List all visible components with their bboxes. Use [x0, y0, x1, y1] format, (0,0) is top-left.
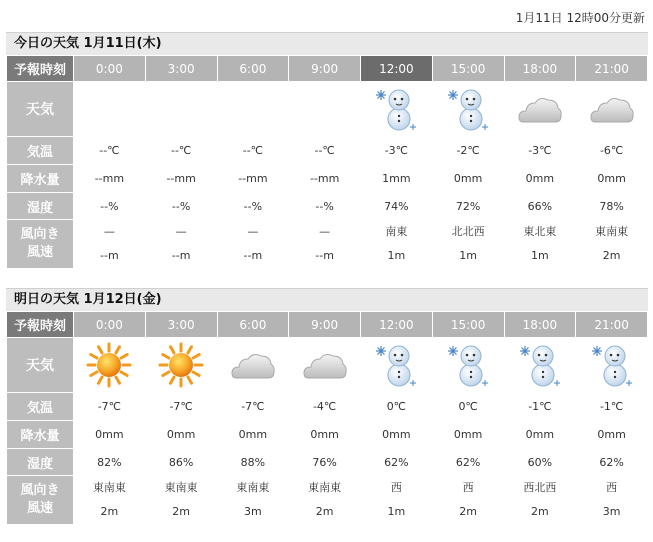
forecast-time: 9:00	[289, 56, 360, 81]
wind-speed: --m	[100, 249, 119, 262]
temperature-value: -7℃	[146, 393, 217, 420]
weather-cell	[505, 82, 576, 136]
forecast-precipitation-row	[7, 421, 647, 448]
temperature-value: --℃	[289, 137, 360, 164]
humidity-value: 62%	[433, 449, 504, 475]
humidity-value: 66%	[505, 193, 576, 219]
forecast-time: 6:00	[218, 56, 289, 81]
forecast-time: 6:00	[218, 312, 289, 337]
wind-cell	[576, 220, 647, 268]
forecast-day-title: 明日の天気 1月12日(金)	[6, 288, 648, 311]
precipitation-value: 0mm	[146, 421, 217, 448]
weather-cell	[218, 82, 289, 136]
humidity-value: 76%	[289, 449, 360, 475]
last-updated: 1月11日 12時00分更新	[515, 11, 645, 25]
humidity-value: 60%	[505, 449, 576, 475]
weather-cell	[361, 82, 432, 136]
wind-cell	[361, 476, 432, 524]
forecast-time: 9:00	[289, 312, 360, 337]
forecast-time: 18:00	[505, 312, 576, 337]
wind-speed: --m	[243, 249, 263, 262]
weather-cell	[433, 338, 504, 392]
wind-cell	[576, 476, 647, 524]
precipitation-value: 0mm	[505, 165, 576, 192]
wind-direction: —	[247, 225, 259, 238]
humidity-value: 72%	[433, 193, 504, 219]
wind-speed: 2m	[602, 249, 621, 262]
wind-direction: 東南東	[308, 481, 342, 494]
snow-snowman-icon	[517, 342, 563, 388]
wind-direction: 北北西	[451, 225, 485, 238]
forecast-table	[6, 55, 648, 269]
wind-speed: 2m	[531, 505, 549, 518]
forecast-weather-row	[7, 338, 647, 392]
weather-cell	[361, 338, 432, 392]
forecast-time: 21:00	[576, 312, 647, 337]
wind-direction: 南東	[385, 225, 408, 238]
precipitation-value: 0mm	[433, 421, 504, 448]
snow-snowman-icon	[373, 342, 419, 388]
humidity-value: 86%	[146, 449, 217, 475]
temperature-value: -1℃	[576, 393, 647, 420]
weather-cell	[505, 338, 576, 392]
temperature-value: -7℃	[218, 393, 289, 420]
forecast-time: 18:00	[505, 56, 576, 81]
weather-cell	[576, 338, 647, 392]
wind-speed: 1m	[387, 249, 406, 262]
temperature-value: -3℃	[505, 137, 576, 164]
sunny-icon	[86, 342, 132, 388]
wind-cell	[146, 476, 217, 524]
weather-cell	[576, 82, 647, 136]
wind-speed: 1m	[387, 505, 406, 518]
row-label-time: 予報時刻	[7, 312, 73, 337]
weather-cell	[74, 82, 145, 136]
wind-cell	[505, 476, 576, 524]
humidity-value: 78%	[576, 193, 647, 219]
wind-direction: —	[103, 225, 115, 238]
wind-direction: 西	[390, 481, 402, 494]
row-label-wind-speed: 風速	[26, 245, 53, 260]
forecast-time: 0:00	[74, 56, 145, 81]
wind-cell	[74, 220, 145, 268]
forecast-day-title: 今日の天気 1月11日(木)	[6, 32, 648, 55]
temperature-value: --℃	[218, 137, 289, 164]
temperature-value: -4℃	[289, 393, 360, 420]
cloudy-icon	[517, 86, 563, 132]
row-label-precipitation: 降水量	[7, 421, 73, 448]
wind-speed: 1m	[459, 249, 477, 262]
row-label-temperature: 気温	[7, 137, 73, 164]
cloudy-icon	[230, 342, 276, 388]
snow-snowman-icon	[445, 342, 491, 388]
temperature-value: -6℃	[576, 137, 647, 164]
humidity-value: 74%	[361, 193, 432, 219]
humidity-value: --%	[74, 193, 145, 219]
temperature-value: --℃	[146, 137, 217, 164]
wind-cell	[218, 220, 289, 268]
row-label-temperature: 気温	[7, 393, 73, 420]
row-label-wind-speed: 風速	[26, 501, 53, 516]
wind-speed: 3m	[244, 505, 262, 518]
cloudy-icon	[589, 86, 635, 132]
forecast-precipitation-row	[7, 165, 647, 192]
wind-direction: 東南東	[92, 481, 126, 494]
snow-snowman-icon	[445, 86, 491, 132]
temperature-value: -2℃	[433, 137, 504, 164]
wind-cell	[74, 476, 145, 524]
wind-direction: 西	[606, 481, 618, 494]
row-label-wind	[7, 476, 73, 524]
forecast-temperature-row	[7, 393, 647, 420]
precipitation-value: 1mm	[361, 165, 432, 192]
wind-cell	[361, 220, 432, 268]
row-label-humidity: 湿度	[7, 449, 73, 475]
precipitation-value: --mm	[146, 165, 217, 192]
precipitation-value: 0mm	[361, 421, 432, 448]
wind-cell	[433, 220, 504, 268]
snow-snowman-icon	[373, 86, 419, 132]
today-forecast	[6, 32, 648, 269]
forecast-time: 3:00	[146, 56, 217, 81]
weather-cell	[146, 82, 217, 136]
humidity-value: 62%	[361, 449, 432, 475]
wind-speed: --m	[171, 249, 191, 262]
forecast-wind-row	[7, 220, 647, 268]
forecast-time-row	[7, 312, 647, 337]
precipitation-value: 0mm	[218, 421, 289, 448]
wind-speed: 2m	[100, 505, 119, 518]
row-label-humidity: 湿度	[7, 193, 73, 219]
sunny-icon	[158, 342, 204, 388]
precipitation-value: --mm	[289, 165, 360, 192]
forecast-humidity-row	[7, 193, 647, 219]
wind-direction: 東南東	[595, 225, 629, 238]
precipitation-value: 0mm	[576, 421, 647, 448]
weather-cell	[289, 338, 360, 392]
wind-direction: —	[175, 225, 187, 238]
precipitation-value: 0mm	[576, 165, 647, 192]
temperature-value: 0℃	[433, 393, 504, 420]
forecast-time: 0:00	[74, 312, 145, 337]
wind-speed: 2m	[172, 505, 190, 518]
row-label-weather: 天気	[7, 82, 73, 136]
humidity-value: --%	[218, 193, 289, 219]
row-label-wind	[7, 220, 73, 268]
precipitation-value: 0mm	[433, 165, 504, 192]
precipitation-value: --mm	[218, 165, 289, 192]
forecast-time: 12:00	[361, 312, 432, 337]
forecast-table	[6, 311, 648, 525]
wind-cell	[505, 220, 576, 268]
precipitation-value: --mm	[74, 165, 145, 192]
wind-direction: 西北西	[523, 481, 557, 494]
forecast-humidity-row	[7, 449, 647, 475]
weather-cell	[146, 338, 217, 392]
forecast-temperature-row	[7, 137, 647, 164]
forecast-time: 15:00	[433, 56, 504, 81]
cloudy-icon	[302, 342, 348, 388]
wind-direction: 西	[462, 481, 474, 494]
wind-direction: 東北東	[523, 225, 557, 238]
tomorrow-forecast	[6, 288, 648, 525]
humidity-value: 88%	[218, 449, 289, 475]
weather-cell	[74, 338, 145, 392]
row-label-time: 予報時刻	[7, 56, 73, 81]
row-label-wind-direction: 風向き	[20, 227, 60, 242]
humidity-value: --%	[289, 193, 360, 219]
forecast-time: 21:00	[576, 56, 647, 81]
weather-cell	[218, 338, 289, 392]
forecast-time: 15:00	[433, 312, 504, 337]
wind-speed: --m	[315, 249, 334, 262]
temperature-value: 0℃	[361, 393, 432, 420]
wind-cell	[146, 220, 217, 268]
wind-cell	[433, 476, 504, 524]
humidity-value: 62%	[576, 449, 647, 475]
wind-direction: 東南東	[164, 481, 198, 494]
forecast-time-row	[7, 56, 647, 81]
row-label-weather: 天気	[7, 338, 73, 392]
temperature-value: -3℃	[361, 137, 432, 164]
temperature-value: --℃	[74, 137, 145, 164]
temperature-value: -7℃	[74, 393, 145, 420]
snow-snowman-icon	[589, 342, 635, 388]
wind-cell	[289, 476, 360, 524]
temperature-value: -1℃	[505, 393, 576, 420]
wind-speed: 1m	[531, 249, 549, 262]
row-label-wind-direction: 風向き	[20, 483, 60, 498]
forecast-wind-row	[7, 476, 647, 524]
wind-direction: —	[319, 225, 331, 238]
forecast-time: 3:00	[146, 312, 217, 337]
humidity-value: 82%	[74, 449, 145, 475]
wind-speed: 2m	[459, 505, 477, 518]
wind-direction: 東南東	[236, 481, 270, 494]
wind-cell	[289, 220, 360, 268]
precipitation-value: 0mm	[74, 421, 145, 448]
forecast-time: 12:00	[361, 56, 432, 81]
forecast-weather-row	[7, 82, 647, 136]
precipitation-value: 0mm	[505, 421, 576, 448]
wind-speed: 3m	[602, 505, 621, 518]
weather-cell	[433, 82, 504, 136]
weather-cell	[289, 82, 360, 136]
wind-cell	[218, 476, 289, 524]
humidity-value: --%	[146, 193, 217, 219]
wind-speed: 2m	[315, 505, 334, 518]
precipitation-value: 0mm	[289, 421, 360, 448]
row-label-precipitation: 降水量	[7, 165, 73, 192]
